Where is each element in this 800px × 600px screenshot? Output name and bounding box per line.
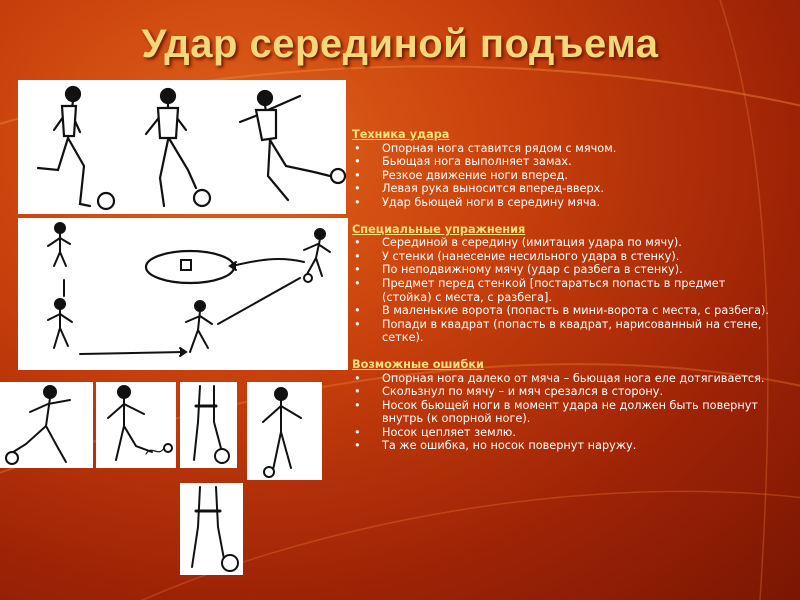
section-technique [352, 128, 772, 210]
mini-goal-icon [181, 260, 191, 270]
player-figure-5 [48, 299, 72, 348]
player-figure-3 [240, 91, 330, 200]
section-heading: Возможные ошибки [352, 357, 484, 371]
player-figure-1 [38, 87, 90, 206]
bullet-item: • По неподвижному мячу (удар с разбега в стенку). [352, 263, 772, 277]
bullet-item: • Носок цепляет землю. [352, 426, 772, 440]
error-illustration-4 [247, 382, 322, 480]
slide-title: Удар серединой подъема [141, 22, 659, 66]
arrow-line [218, 278, 300, 324]
player-figure-2 [146, 89, 196, 206]
drill-diagram-illustration [18, 218, 348, 370]
error-illustration-2 [96, 382, 176, 468]
bullet-item: • Удар бьющей ноги в середину мяча. [352, 196, 772, 210]
bullet-item: • Левая рука выносится вперед-вверх. [352, 182, 772, 196]
bullet-item: • Скользнул по мячу – и мяч срезался в сторону. [352, 385, 772, 399]
bullet-item: • Опорная нога далеко от мяча – бьющая нога еле дотягивается. [352, 372, 772, 386]
arrow-line [80, 352, 184, 354]
section-exercises [352, 223, 772, 345]
ball [331, 169, 345, 183]
ball [98, 193, 114, 209]
bullet-item: • Та же ошибка, но носок повернут наружу. [352, 439, 772, 453]
bullet-list [352, 142, 772, 210]
player-figure-4 [48, 223, 70, 266]
slide-content [352, 128, 772, 453]
error-illustration-3 [180, 382, 237, 468]
error-illustration-5 [180, 483, 243, 575]
kick-phases-illustration [18, 80, 346, 214]
ball [194, 190, 210, 206]
ball [304, 274, 312, 282]
bullet-item: • Попади в квадрат (попасть в квадрат, нарисованный на стене, сетке). [352, 318, 772, 345]
section-heading: Техника удара [352, 128, 450, 141]
bullet-item: • Резкое движение ноги вперед. [352, 169, 772, 183]
player-figure-7 [304, 229, 330, 276]
arrow-line [232, 259, 304, 266]
bullet-item: • Носок бьющей ноги в момент удара не должен быть повернут внутрь (к опорной ноге). [352, 399, 772, 426]
bullet-item: • В маленькие ворота (попасть в мини-ворота с места, с разбега). [352, 304, 772, 318]
bullet-list [352, 372, 772, 454]
bullet-item: • У стенки (нанесение несильного удара в стенку). [352, 250, 772, 264]
section-errors [352, 358, 772, 453]
bullet-list [352, 236, 772, 345]
bullet-item: • Предмет перед стенкой [постараться попасть в предмет (стойка) с места, с разбега]. [352, 277, 772, 304]
player-figure-6 [186, 301, 212, 352]
section-heading: Специальные упражнения [352, 222, 526, 236]
bullet-item: • Бьющая нога выполняет замах. [352, 155, 772, 169]
bullet-item: • Серединой в середину (имитация удара по мячу). [352, 236, 772, 250]
error-illustration-1 [0, 382, 93, 468]
bullet-item: • Опорная нога ставится рядом с мячом. [352, 142, 772, 156]
